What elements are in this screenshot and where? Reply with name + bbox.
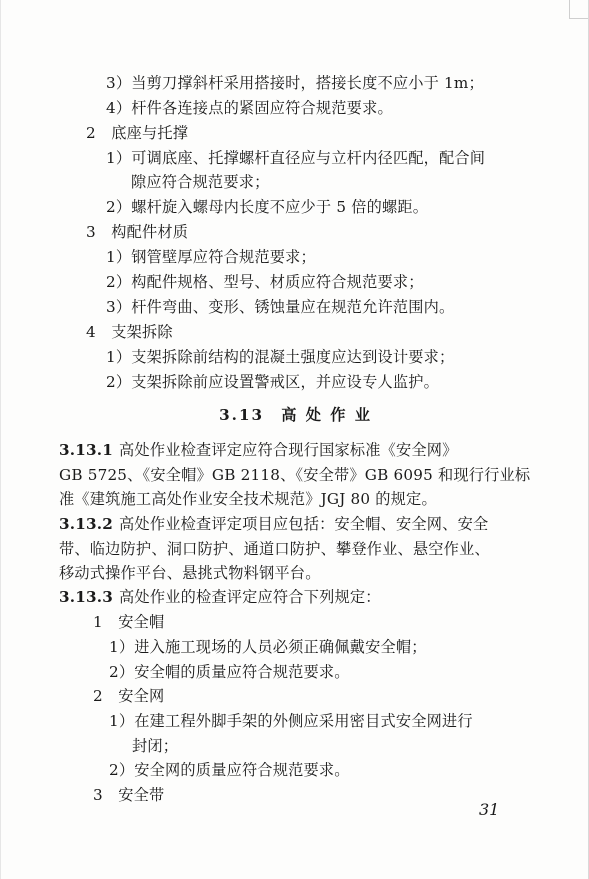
- section-item: 3 安全带: [93, 786, 165, 804]
- page-corner-mark: [569, 0, 588, 19]
- text-line: 移动式操作平台、悬挑式物料钢平台。: [59, 564, 321, 582]
- clause-text: 高处作业检查评定应符合现行国家标准《安全网》: [119, 441, 458, 459]
- text-line: 隙应符合规范要求；: [131, 173, 270, 191]
- text-line: 封闭；: [132, 737, 179, 755]
- clause-number: 3.13.2: [59, 515, 114, 533]
- section-heading: 3.13 高 处 作 业: [219, 406, 372, 424]
- text-line: 1）支架拆除前结构的混凝土强度应达到设计要求；: [106, 348, 455, 366]
- text-line: 带、临边防护、洞口防护、通道口防护、攀登作业、悬空作业、: [59, 540, 490, 558]
- clause-line: [59, 587, 381, 607]
- section-item: 2 安全网: [93, 687, 165, 705]
- clause-line: [59, 440, 458, 460]
- text-line: 准《建筑施工高处作业安全技术规范》JGJ 80 的规定。: [59, 490, 437, 508]
- text-line: 1）可调底座、托撑螺杆直径应与立杆内径匹配，配合间: [106, 149, 486, 167]
- section-item: 3 构配件材质: [86, 223, 189, 241]
- text-line: 1）钢管壁厚应符合规范要求；: [106, 248, 316, 266]
- text-line: 2）支架拆除前应设置警戒区，并应设专人监护。: [106, 373, 440, 391]
- text-line: 2）安全网的质量应符合规范要求。: [109, 761, 350, 779]
- text-line: 4）杆件各连接点的紧固应符合规范要求。: [106, 99, 393, 117]
- section-item: 4 支架拆除: [86, 323, 173, 341]
- clause-number: 3.13.3: [59, 588, 114, 606]
- clause-line: [59, 514, 488, 534]
- text-line: 1）在建工程外脚手架的外侧应采用密目式安全网进行: [109, 712, 473, 730]
- text-line: 2）构配件规格、型号、材质应符合规范要求；: [106, 273, 424, 291]
- text-line: 3）杆件弯曲、变形、锈蚀量应在规范允许范围内。: [106, 298, 455, 316]
- clause-text: 高处作业的检查评定应符合下列规定：: [119, 588, 381, 606]
- text-line: 3）当剪刀撑斜杆采用搭接时，搭接长度不应小于 1m；: [106, 74, 484, 92]
- text-line: 1）进入施工现场的人员必须正确佩戴安全帽；: [109, 638, 427, 656]
- text-line: 2）螺杆旋入螺母内长度不应少于 5 倍的螺距。: [106, 198, 429, 216]
- section-item: 2 底座与托撑: [86, 124, 189, 142]
- clause-number: 3.13.1: [59, 441, 114, 459]
- text-line: GB 5725、《安全帽》GB 2118、《安全带》GB 6095 和现行行业标: [59, 466, 531, 484]
- section-item: 1 安全帽: [93, 613, 165, 631]
- text-line: 2）安全帽的质量应符合规范要求。: [109, 663, 350, 681]
- page-number: 31: [479, 800, 500, 819]
- clause-text: 高处作业检查评定项目应包括：安全帽、安全网、安全: [119, 515, 489, 533]
